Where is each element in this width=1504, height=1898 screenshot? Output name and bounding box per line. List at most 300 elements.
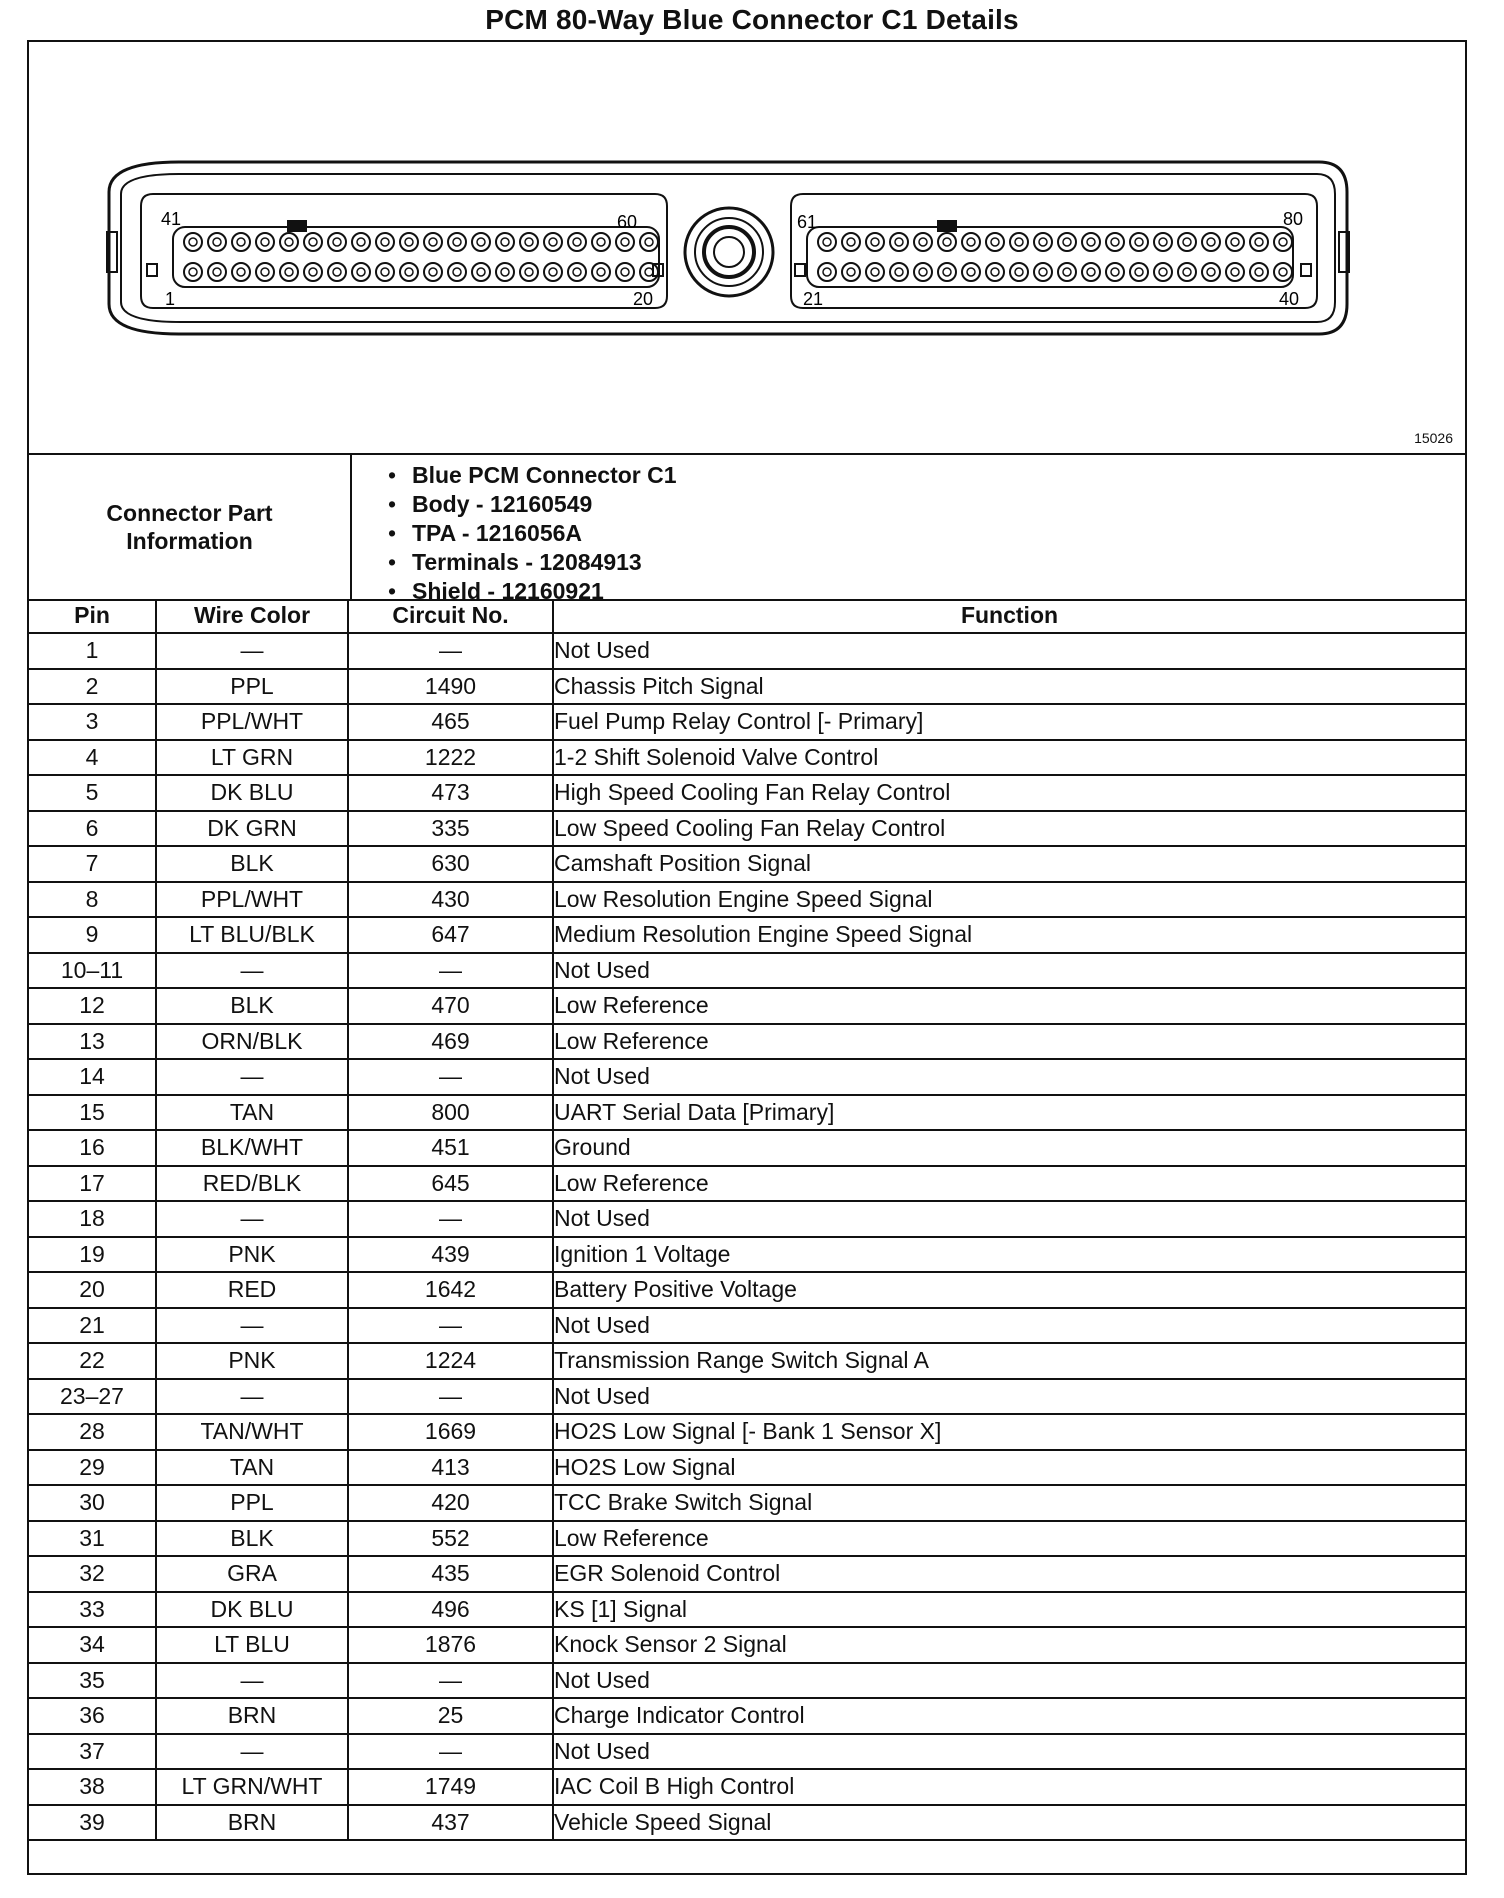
terminal-contact — [871, 238, 879, 246]
terminal-contact — [429, 238, 437, 246]
function-cell: Low Reference — [553, 1024, 1465, 1060]
terminal-cavity — [448, 263, 466, 281]
terminal-cavity — [328, 263, 346, 281]
connector-info-list — [388, 461, 677, 606]
wire-color-cell: BLK — [156, 988, 348, 1024]
wire-color-cell: — — [156, 633, 348, 669]
wire-color-cell: — — [156, 1059, 348, 1095]
circuit-cell: 435 — [348, 1556, 553, 1592]
terminal-contact — [309, 268, 317, 276]
wire-color-cell: — — [156, 1663, 348, 1699]
table-row — [29, 953, 1465, 989]
table-row — [29, 1059, 1465, 1095]
pin-cell: 38 — [29, 1769, 156, 1805]
pin-cell: 19 — [29, 1237, 156, 1273]
function-cell: Not Used — [553, 633, 1465, 669]
terminal-cavity — [1106, 263, 1124, 281]
terminal-contact — [847, 238, 855, 246]
terminal-cavity — [1034, 263, 1052, 281]
terminal-contact — [1279, 268, 1287, 276]
wire-color-cell: — — [156, 1379, 348, 1415]
circuit-cell: — — [348, 633, 553, 669]
pin-cell: 32 — [29, 1556, 156, 1592]
terminal-contact — [1087, 238, 1095, 246]
wire-color-cell: — — [156, 953, 348, 989]
terminal-contact — [549, 238, 557, 246]
terminal-cavity — [986, 233, 1004, 251]
terminal-cavity — [1082, 233, 1100, 251]
terminal-contact — [333, 268, 341, 276]
terminal-contact — [357, 268, 365, 276]
terminal-contact — [895, 268, 903, 276]
pin-cell: 4 — [29, 740, 156, 776]
terminal-cavity — [1178, 263, 1196, 281]
function-cell: HO2S Low Signal [- Bank 1 Sensor X] — [553, 1414, 1465, 1450]
wire-color-cell: PPL/WHT — [156, 882, 348, 918]
terminal-cavity — [1250, 233, 1268, 251]
terminal-contact — [1039, 268, 1047, 276]
pin-cell: 39 — [29, 1805, 156, 1841]
terminal-cavity — [616, 233, 634, 251]
terminal-contact — [823, 268, 831, 276]
circuit-cell: 413 — [348, 1450, 553, 1486]
terminal-contact — [597, 268, 605, 276]
function-cell: Fuel Pump Relay Control [- Primary] — [553, 704, 1465, 740]
table-row — [29, 1663, 1465, 1699]
terminal-contact — [381, 238, 389, 246]
connector-drawing — [29, 42, 1465, 452]
terminal-contact — [573, 268, 581, 276]
circuit-cell: 645 — [348, 1166, 553, 1202]
terminal-cavity — [568, 233, 586, 251]
function-cell: Low Reference — [553, 1166, 1465, 1202]
terminal-cavity — [496, 263, 514, 281]
terminal-cavity — [640, 233, 658, 251]
terminal-cavity — [280, 233, 298, 251]
pin-cell: 10–11 — [29, 953, 156, 989]
wire-color-cell: PPL — [156, 1485, 348, 1521]
terminal-cavity — [208, 233, 226, 251]
table-row — [29, 1805, 1465, 1841]
terminal-cavity — [1058, 233, 1076, 251]
wire-color-cell: RED — [156, 1272, 348, 1308]
function-cell: EGR Solenoid Control — [553, 1556, 1465, 1592]
wire-color-cell: LT GRN — [156, 740, 348, 776]
wire-color-cell: DK GRN — [156, 811, 348, 847]
circuit-cell: 470 — [348, 988, 553, 1024]
terminal-contact — [1255, 238, 1263, 246]
wire-color-cell: ORN/BLK — [156, 1024, 348, 1060]
table-row — [29, 1130, 1465, 1166]
circuit-cell: 496 — [348, 1592, 553, 1628]
terminal-cavity — [472, 233, 490, 251]
circuit-cell: 451 — [348, 1130, 553, 1166]
terminal-cavity — [1274, 263, 1292, 281]
terminal-contact — [1015, 268, 1023, 276]
terminal-contact — [189, 268, 197, 276]
terminal-cavity — [962, 233, 980, 251]
circuit-cell: — — [348, 1059, 553, 1095]
wire-color-cell: BRN — [156, 1698, 348, 1734]
terminal-cavity — [232, 233, 250, 251]
terminal-cavity — [1010, 263, 1028, 281]
terminal-cavity — [1178, 233, 1196, 251]
pin-cell: 3 — [29, 704, 156, 740]
terminal-cavity — [842, 263, 860, 281]
pin-table — [29, 599, 1465, 1841]
pin-label-60: 60 — [616, 212, 637, 232]
header-pin: Pin — [29, 599, 156, 633]
terminal-cavity — [568, 263, 586, 281]
pin-cell: 36 — [29, 1698, 156, 1734]
circuit-cell: — — [348, 1734, 553, 1770]
terminal-contact — [213, 238, 221, 246]
function-cell: Ignition 1 Voltage — [553, 1237, 1465, 1273]
table-row — [29, 1343, 1465, 1379]
terminal-cavity — [1058, 263, 1076, 281]
wire-color-cell: DK BLU — [156, 1592, 348, 1628]
terminal-cavity — [592, 263, 610, 281]
pin-cell: 35 — [29, 1663, 156, 1699]
info-item: • TPA - 1216056A — [388, 519, 677, 548]
terminal-contact — [847, 268, 855, 276]
terminal-cavity — [1250, 263, 1268, 281]
document-frame — [27, 40, 1467, 1875]
function-cell: Vehicle Speed Signal — [553, 1805, 1465, 1841]
terminal-cavity — [1226, 233, 1244, 251]
wire-color-cell: BLK/WHT — [156, 1130, 348, 1166]
terminal-contact — [261, 268, 269, 276]
table-row — [29, 1769, 1465, 1805]
terminal-contact — [1159, 268, 1167, 276]
terminal-contact — [1111, 238, 1119, 246]
terminal-cavity — [448, 233, 466, 251]
table-row — [29, 1734, 1465, 1770]
wire-color-cell: RED/BLK — [156, 1166, 348, 1202]
table-row — [29, 1024, 1465, 1060]
pin-cell: 33 — [29, 1592, 156, 1628]
wire-color-cell: PNK — [156, 1343, 348, 1379]
terminal-contact — [357, 238, 365, 246]
pin-label-1: 1 — [165, 289, 176, 309]
pin-table-body — [29, 633, 1465, 1840]
terminal-contact — [1207, 268, 1215, 276]
wire-color-cell: — — [156, 1201, 348, 1237]
terminal-cavity — [376, 233, 394, 251]
terminal-contact — [991, 238, 999, 246]
info-item: • Terminals - 12084913 — [388, 548, 677, 577]
table-row — [29, 988, 1465, 1024]
terminal-contact — [381, 268, 389, 276]
table-row — [29, 775, 1465, 811]
circuit-cell: 420 — [348, 1485, 553, 1521]
terminal-cavity — [1154, 263, 1172, 281]
terminal-contact — [943, 238, 951, 246]
pin-label-61: 61 — [797, 212, 818, 232]
wire-color-cell: BLK — [156, 1521, 348, 1557]
circuit-cell: — — [348, 1308, 553, 1344]
terminal-cavity — [472, 263, 490, 281]
info-item: • Blue PCM Connector C1 — [388, 461, 677, 490]
pin-cell: 5 — [29, 775, 156, 811]
circuit-cell: 439 — [348, 1237, 553, 1273]
terminal-contact — [477, 238, 485, 246]
function-cell: Charge Indicator Control — [553, 1698, 1465, 1734]
pin-cell: 17 — [29, 1166, 156, 1202]
terminal-contact — [1231, 238, 1239, 246]
terminal-cavity — [1154, 233, 1172, 251]
wire-color-cell: TAN/WHT — [156, 1414, 348, 1450]
function-cell: KS [1] Signal — [553, 1592, 1465, 1628]
terminal-contact — [621, 268, 629, 276]
terminal-cavity — [352, 233, 370, 251]
terminal-cavity — [986, 263, 1004, 281]
pin-label-20: 20 — [632, 289, 653, 309]
header-function: Function — [553, 599, 1465, 633]
table-row — [29, 1627, 1465, 1663]
wire-color-cell: LT BLU — [156, 1627, 348, 1663]
pin-cell: 15 — [29, 1095, 156, 1131]
function-cell: Medium Resolution Engine Speed Signal — [553, 917, 1465, 953]
terminal-cavity — [184, 263, 202, 281]
terminal-cavity — [818, 263, 836, 281]
pin-cell: 28 — [29, 1414, 156, 1450]
table-row — [29, 669, 1465, 705]
terminal-cavity — [1226, 263, 1244, 281]
wire-color-cell: GRA — [156, 1556, 348, 1592]
terminal-contact — [895, 238, 903, 246]
terminal-cavity — [592, 233, 610, 251]
table-row — [29, 1201, 1465, 1237]
terminal-cavity — [352, 263, 370, 281]
pin-label-80: 80 — [1282, 209, 1303, 229]
terminal-contact — [943, 268, 951, 276]
terminal-contact — [405, 268, 413, 276]
page-title: PCM 80-Way Blue Connector C1 Details — [485, 4, 1019, 35]
terminal-contact — [1087, 268, 1095, 276]
circuit-cell: — — [348, 1379, 553, 1415]
table-row — [29, 882, 1465, 918]
terminal-cavity — [256, 233, 274, 251]
connector-info-label-text: Connector Part Information — [106, 500, 273, 554]
terminal-contact — [501, 268, 509, 276]
pin-cell: 2 — [29, 669, 156, 705]
terminal-cavity — [1130, 233, 1148, 251]
table-row — [29, 1166, 1465, 1202]
circuit-cell: 1749 — [348, 1769, 553, 1805]
wire-color-cell: TAN — [156, 1095, 348, 1131]
pin-cell: 9 — [29, 917, 156, 953]
table-row — [29, 1272, 1465, 1308]
circuit-cell: 1490 — [348, 669, 553, 705]
terminal-contact — [1015, 238, 1023, 246]
terminal-contact — [597, 238, 605, 246]
terminal-contact — [645, 268, 653, 276]
terminal-cavity — [256, 263, 274, 281]
terminal-contact — [525, 268, 533, 276]
terminal-contact — [573, 238, 581, 246]
circuit-cell: — — [348, 953, 553, 989]
terminal-contact — [1183, 238, 1191, 246]
table-row — [29, 1095, 1465, 1131]
connector-part-info — [29, 453, 1465, 604]
table-row — [29, 1521, 1465, 1557]
pin-cell: 34 — [29, 1627, 156, 1663]
terminal-contact — [429, 268, 437, 276]
pin-cell: 21 — [29, 1308, 156, 1344]
terminal-contact — [1183, 268, 1191, 276]
function-cell: Not Used — [553, 1308, 1465, 1344]
terminal-contact — [967, 268, 975, 276]
circuit-cell: 465 — [348, 704, 553, 740]
terminal-cavity — [866, 263, 884, 281]
wire-color-cell: BRN — [156, 1805, 348, 1841]
terminal-contact — [967, 238, 975, 246]
terminal-contact — [405, 238, 413, 246]
terminal-cavity — [1202, 263, 1220, 281]
terminal-contact — [309, 238, 317, 246]
wire-color-cell: DK BLU — [156, 775, 348, 811]
terminal-contact — [453, 238, 461, 246]
circuit-cell: 1222 — [348, 740, 553, 776]
terminal-cavity — [376, 263, 394, 281]
terminal-cavity — [938, 233, 956, 251]
terminal-cavity — [1274, 233, 1292, 251]
terminal-contact — [285, 238, 293, 246]
table-row — [29, 1698, 1465, 1734]
table-row — [29, 811, 1465, 847]
terminal-contact — [823, 238, 831, 246]
table-row — [29, 633, 1465, 669]
header-wire-color: Wire Color — [156, 599, 348, 633]
terminal-contact — [919, 268, 927, 276]
circuit-cell: 473 — [348, 775, 553, 811]
terminal-cavity — [208, 263, 226, 281]
terminal-contact — [549, 268, 557, 276]
function-cell: Battery Positive Voltage — [553, 1272, 1465, 1308]
terminal-cavity — [424, 263, 442, 281]
terminal-cavity — [184, 233, 202, 251]
terminal-cavity — [544, 263, 562, 281]
terminal-cavity — [1106, 233, 1124, 251]
circuit-cell: 647 — [348, 917, 553, 953]
terminal-cavity — [232, 263, 250, 281]
terminal-cavity — [890, 233, 908, 251]
wire-color-cell: — — [156, 1734, 348, 1770]
terminal-cavity — [1130, 263, 1148, 281]
table-row — [29, 1379, 1465, 1415]
terminal-contact — [1063, 268, 1071, 276]
table-row — [29, 740, 1465, 776]
function-cell: Knock Sensor 2 Signal — [553, 1627, 1465, 1663]
circuit-cell: 552 — [348, 1521, 553, 1557]
circuit-cell: 335 — [348, 811, 553, 847]
pin-cell: 22 — [29, 1343, 156, 1379]
function-cell: HO2S Low Signal — [553, 1450, 1465, 1486]
terminal-contact — [525, 238, 533, 246]
terminal-contact — [213, 268, 221, 276]
terminal-cavity — [1034, 233, 1052, 251]
circuit-cell: 469 — [348, 1024, 553, 1060]
circuit-cell: 1642 — [348, 1272, 553, 1308]
function-cell: TCC Brake Switch Signal — [553, 1485, 1465, 1521]
terminal-contact — [991, 268, 999, 276]
terminal-contact — [333, 238, 341, 246]
terminal-contact — [1039, 238, 1047, 246]
terminal-cavity — [914, 233, 932, 251]
info-item: • Shield - 12160921 — [388, 577, 677, 606]
terminal-cavity — [866, 233, 884, 251]
function-cell: High Speed Cooling Fan Relay Control — [553, 775, 1465, 811]
terminal-contact — [919, 238, 927, 246]
pin-cell: 7 — [29, 846, 156, 882]
pin-cell: 30 — [29, 1485, 156, 1521]
wire-color-cell: LT GRN/WHT — [156, 1769, 348, 1805]
circuit-cell: 1669 — [348, 1414, 553, 1450]
figure-number: 15026 — [1414, 430, 1453, 446]
terminal-contact — [1063, 238, 1071, 246]
terminal-cavity — [520, 263, 538, 281]
terminal-contact — [1111, 268, 1119, 276]
terminal-cavity — [962, 263, 980, 281]
connector-info-label — [29, 455, 352, 599]
terminal-cavity — [640, 263, 658, 281]
terminal-cavity — [1010, 233, 1028, 251]
pin-cell: 6 — [29, 811, 156, 847]
table-row — [29, 917, 1465, 953]
terminal-cavity — [890, 263, 908, 281]
terminal-cavity — [400, 263, 418, 281]
function-cell: Not Used — [553, 1059, 1465, 1095]
function-cell: Low Speed Cooling Fan Relay Control — [553, 811, 1465, 847]
function-cell: Not Used — [553, 953, 1465, 989]
circuit-cell: 1876 — [348, 1627, 553, 1663]
terminal-contact — [237, 238, 245, 246]
terminal-cavity — [1082, 263, 1100, 281]
wire-color-cell: PNK — [156, 1237, 348, 1273]
terminal-cavity — [280, 263, 298, 281]
table-row — [29, 704, 1465, 740]
pin-cell: 20 — [29, 1272, 156, 1308]
circuit-cell: — — [348, 1663, 553, 1699]
terminal-cavity — [914, 263, 932, 281]
header-circuit-no: Circuit No. — [348, 599, 553, 633]
terminal-cavity — [616, 263, 634, 281]
terminal-contact — [1231, 268, 1239, 276]
wire-color-cell: PPL — [156, 669, 348, 705]
terminal-cavity — [400, 233, 418, 251]
table-row — [29, 1450, 1465, 1486]
pin-label-21: 21 — [803, 289, 824, 309]
terminal-contact — [501, 238, 509, 246]
terminal-cavity — [328, 233, 346, 251]
terminal-cavity — [496, 233, 514, 251]
terminal-cavity — [1202, 233, 1220, 251]
function-cell: Camshaft Position Signal — [553, 846, 1465, 882]
terminal-contact — [1207, 238, 1215, 246]
circuit-cell: — — [348, 1201, 553, 1237]
table-row — [29, 1308, 1465, 1344]
function-cell: Low Reference — [553, 1521, 1465, 1557]
terminal-contact — [1135, 268, 1143, 276]
table-row — [29, 1556, 1465, 1592]
terminal-contact — [1135, 238, 1143, 246]
function-cell: IAC Coil B High Control — [553, 1769, 1465, 1805]
pin-cell: 31 — [29, 1521, 156, 1557]
function-cell: Low Reference — [553, 988, 1465, 1024]
terminal-contact — [237, 268, 245, 276]
terminal-cavity — [304, 263, 322, 281]
